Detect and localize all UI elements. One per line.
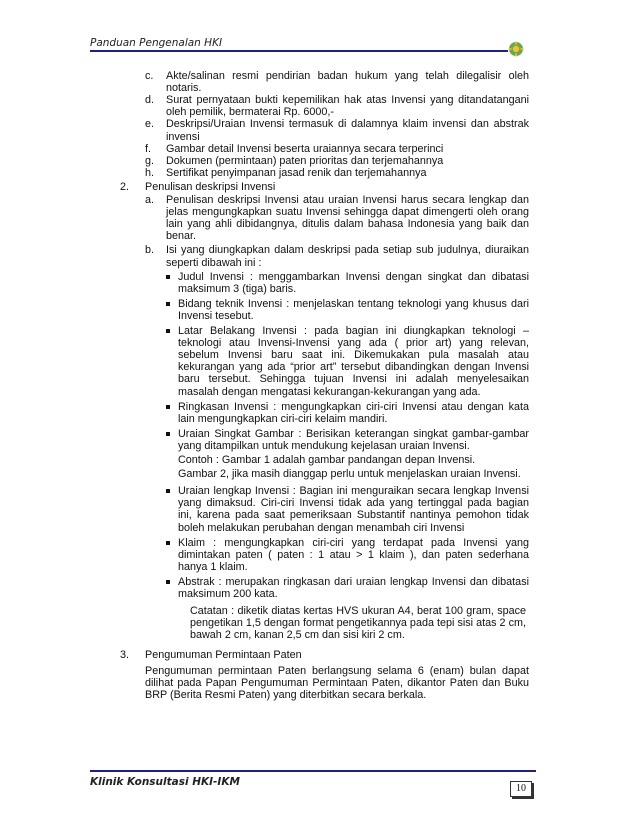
- list-item-text: Sertifikat penyimpanan jasad renik dan terjemahannya: [166, 166, 427, 179]
- list-marker: h.: [145, 166, 155, 179]
- list-item-text: invensi: [166, 130, 200, 143]
- list-marker: f.: [145, 142, 151, 155]
- bullet-item-text: baru tersebut. Sehingga tujuan Invensi ini adalah menyelesaikan: [178, 373, 529, 386]
- list-marker: a.: [145, 194, 155, 206]
- bullet-item-text: boleh melakukan perubahan dengan menambah ciri Invensi: [178, 521, 465, 534]
- bullet-square-icon: [166, 489, 170, 493]
- bullet-item-text: Contoh : Gambar 1 adalah gambar pandangan depan Invensi.: [178, 454, 476, 466]
- bullet-item-text: maksimum 3 (tiga) baris.: [178, 282, 297, 295]
- bullet-item-text: Abstrak : merupakan ringkasan dari uraian lengkap Invensi dan dibatasi: [178, 575, 529, 588]
- bullet-item-text: teknologi atau Invensi-Invensi yang ada ( prior art) yang relevan,: [178, 337, 529, 350]
- paragraph-text: lain yang ahli dibidangnya, ditulis dalam bahasa Indonesia yang baik dan: [166, 218, 529, 231]
- section-title: Penulisan deskripsi Invensi: [145, 180, 276, 193]
- bullet-square-icon: [166, 275, 170, 279]
- page-number: 10: [510, 781, 532, 797]
- section-number: 3.: [120, 649, 130, 662]
- list-item-text: Gambar detail Invensi beserta uraiannya secara terperinci: [166, 142, 444, 155]
- note-text: bawah 2 cm, kanan 2,5 cm dan sisi kiri 2 cm.: [190, 629, 405, 642]
- bullet-item-text: hanya 1 klaim.: [178, 560, 248, 573]
- header-title: Panduan Pengenalan HKI: [90, 37, 223, 49]
- bullet-item-text: lain mengungkapkan ciri-ciri kelaim mandiri.: [178, 412, 388, 425]
- list-item-text: Surat pernyataan bukti kepemilikan hak atas Invensi yang ditandatangani: [166, 94, 529, 107]
- list-marker: d.: [145, 94, 155, 107]
- paragraph-text: Pengumuman permintaan Paten berlangsung selama 6 (enam) bulan dapat: [145, 664, 529, 677]
- bullet-item-text: dimintakan paten ( paten : 1 atau > 1 klaim ), dan paten sederhana: [178, 548, 529, 561]
- list-item-text: Dokumen (permintaan) paten prioritas dan terjemahannya: [166, 154, 444, 167]
- bullet-square-icon: [166, 329, 170, 333]
- list-item-text: oleh pemilik, bermaterai Rp. 6000,-: [166, 106, 335, 119]
- paragraph-text: Isi yang diungkapkan dalam deskripsi pada setiap sub judulnya, diuraikan: [166, 244, 529, 257]
- bullet-item-text: ini, karena pada saat pemeriksaan Substantif nantinya pemohon tidak: [178, 509, 529, 522]
- gear-flower-icon: [508, 41, 524, 57]
- bullet-square-icon: [166, 541, 170, 545]
- paragraph-text: benar.: [166, 230, 197, 243]
- bullet-item-text: yang ditampilkan untuk mendukung kejelasan uraian Invensi.: [178, 439, 470, 452]
- paragraph-text: seperti dibawah ini :: [166, 256, 262, 269]
- list-marker: c.: [145, 70, 154, 82]
- bullet-item-text: Uraian Singkat Gambar : Berisikan keterangan singkat gambar-gambar: [178, 427, 529, 440]
- paragraph-text: dilihat pada Papan Pengumuman Permintaan Paten, dikantor Paten dan Buku: [145, 676, 529, 689]
- bullet-square-icon: [166, 405, 170, 409]
- bullet-square-icon: [166, 580, 170, 584]
- section-number: 2.: [120, 180, 130, 193]
- bullet-item-text: Uraian lengkap Invensi : Bagian ini menguraikan secara lengkap Invensi: [178, 485, 529, 498]
- note-text: Catatan : diketik diatas kertas HVS ukuran A4, berat 100 gram, space: [190, 605, 526, 618]
- bullet-item-text: Gambar 2, jika masih dianggap perlu untuk menjelaskan uraian Invensi.: [178, 468, 521, 481]
- bullet-item-text: kekurangan yang ada “prior art” tersebut dibandingkan dengan Invensi: [178, 361, 529, 374]
- paragraph-text: BRP (Berita Resmi Paten) yang diterbitkan secara berkala.: [145, 688, 427, 701]
- bullet-item-text: Klaim : mengungkapkan ciri-ciri yang terdapat pada Invensi yang: [178, 536, 529, 549]
- list-item-text: Akte/salinan resmi pendirian badan hukum yang telah dilegalisir oleh: [166, 70, 529, 82]
- bullet-item-text: Ringkasan Invensi : mengungkapkan ciri-ciri Invensi atau dengan kata: [178, 400, 529, 413]
- header-rule: [90, 50, 508, 52]
- bullet-item-text: Bidang teknik Invensi : menjelaskan tentang teknologi yang khusus dari: [178, 297, 529, 310]
- list-marker: b.: [145, 244, 155, 257]
- bullet-item-text: yang dimaksud. Ciri-ciri Invensi tidak ada yang tertinggal pada bagian: [178, 497, 529, 510]
- list-item-text: Deskripsi/Uraian Invensi termasuk di dalamnya klaim invensi dan abstrak: [166, 118, 529, 131]
- bullet-square-icon: [166, 302, 170, 306]
- bullet-item-text: Judul Invensi : menggambarkan Invensi dengan singkat dan dibatasi: [178, 270, 529, 283]
- bullet-square-icon: [166, 432, 170, 436]
- list-marker: g.: [145, 154, 155, 167]
- section-title: Pengumuman Permintaan Paten: [145, 649, 302, 662]
- bullet-item-text: sebelum Invensi baru saat ini. Dikemukakan pula masalah atau: [178, 349, 529, 362]
- footer-rule: [90, 770, 536, 772]
- bullet-item-text: Invensi tesebut.: [178, 309, 254, 322]
- paragraph-text: Penulisan deskripsi Invensi atau uraian Invensi harus secara lengkap dan: [166, 194, 529, 206]
- bullet-item-text: Latar Belakang Invensi : pada bagian ini diungkapkan teknologi –: [178, 325, 529, 337]
- bullet-item-text: masalah dengan mengatasi kekurangan-kekurangan yang ada.: [178, 385, 481, 398]
- footer-title: Klinik Konsultasi HKI-IKM: [90, 776, 240, 788]
- paragraph-text: jelas mengungkapkan suatu Invensi sehingga dapat dimengerti oleh orang: [166, 206, 529, 219]
- bullet-item-text: maksimum 200 kata.: [178, 588, 278, 600]
- note-text: pengetikan 1,5 dengan format pengetikannya pada tepi sisi atas 2 cm,: [190, 617, 526, 630]
- list-item-text: notaris.: [166, 82, 202, 95]
- list-marker: e.: [145, 118, 155, 131]
